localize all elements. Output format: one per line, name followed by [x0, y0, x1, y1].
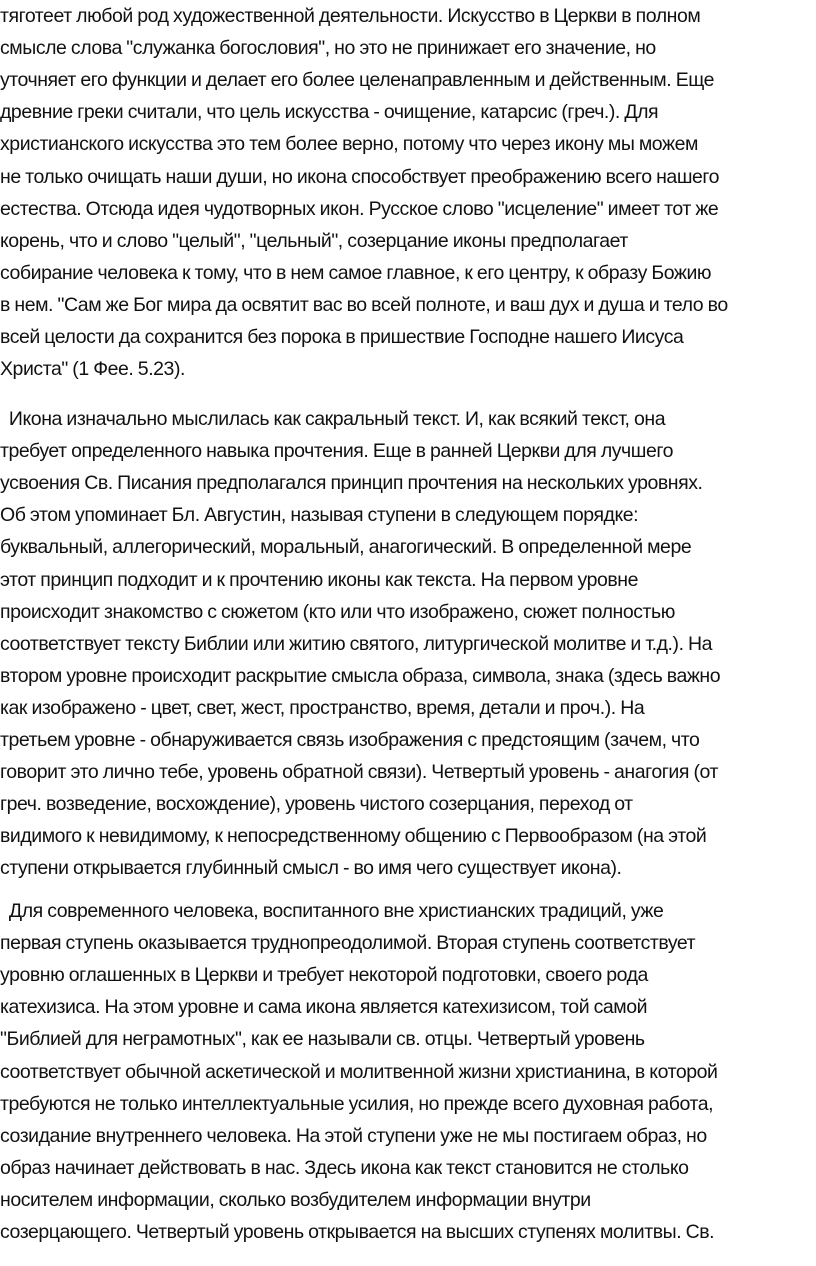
text-line: требует определенного навыка прочтения. Еще в ранней Церкви для лучшего	[0, 440, 673, 463]
text-line: уточняет его функции и делает его более целенаправленным и действенным. Еще	[0, 69, 715, 92]
text-line: образ начинает действовать в нас. Здесь икона как текст становится не столько	[0, 1156, 689, 1179]
text-line: втором уровне происходит раскрытие смысла образа, символа, знака (здесь важно	[0, 664, 721, 687]
text-line: требуются не только интеллектуальные усилия, но прежде всего духовная работа,	[0, 1092, 714, 1115]
text-line: созерцающего. Четвертый уровень открывается на высших ступенях молитвы. Св.	[0, 1221, 715, 1243]
text-line: говорит это лично тебе, уровень обратной связи). Четвертый уровень - анагогия (от	[0, 761, 718, 784]
text-line: греч. возведение, восхождение), уровень чистого созерцания, переход от	[0, 793, 633, 816]
text-line: тяготеет любой род художественной деятельности. Искусство в Церкви в полном	[0, 5, 701, 27]
text-line: видимого к невидимому, к непосредственному общению с Первообразом (на этой	[0, 825, 707, 848]
text-line: "Библией для неграмотных", как ее называли св. отцы. Четвертый уровень	[0, 1028, 645, 1051]
text-line: третьем уровне - обнаруживается связь изображения с предстоящим (зачем, что	[0, 729, 700, 751]
text-line: уровню оглашенных в Церкви и требует некоторой подготовки, своего рода	[0, 964, 648, 987]
text-line: христианского искусства это тем более верно, потому что через икону мы можем	[0, 133, 698, 156]
text-line: в нем. "Сам же Бог мира да освятит вас во всей полноте, и ваш дух и душа и тело во	[0, 293, 728, 316]
text-line: этот принцип подходит и к прочтению иконы как текста. На первом уровне	[0, 568, 639, 591]
text-line: Икона изначально мыслилась как сакральный текст. И, как всякий текст, она	[0, 408, 666, 430]
text-line: Христа" (1 Фее. 5.23).	[0, 358, 185, 381]
text-line: созидание внутреннего человека. На этой ступени уже не мы постигаем образ, но	[0, 1124, 707, 1147]
text-line: катехизиса. На этом уровне и сама икона является катехизисом, той самой	[0, 996, 648, 1019]
text-line: носителем информации, сколько возбудителем информации внутри	[0, 1188, 591, 1211]
text-line: соответствует тексту Библии или житию святого, литургической молитве и т.д.). На	[0, 632, 713, 655]
text-line: корень, что и слово "целый", "цельный", созерцание иконы предполагает	[0, 229, 628, 252]
text-line: не только очищать наши души, но икона способствует преображению всего нашего	[0, 165, 720, 188]
text-line: Об этом упоминает Бл. Августин, называя ступени в следующем порядке:	[0, 504, 639, 527]
text-line: усвоения Св. Писания предполагался принцип прочтения на нескольких уровнях.	[0, 472, 703, 495]
text-line: собирание человека к тому, что в нем самое главное, к его центру, к образу Божию	[0, 261, 712, 284]
text-line: естества. Отсюда идея чудотворных икон. Русское слово "исцеление" имеет тот же	[0, 197, 719, 220]
text-line: древние греки считали, что цель искусства - очищение, катарсис (греч.). Для	[0, 101, 659, 124]
text-line: буквальный, аллегорический, моральный, анагогический. В определенной мере	[0, 536, 692, 559]
text-line: происходит знакомство с сюжетом (кто или что изображено, сюжет полностью	[0, 600, 675, 623]
text-line: смысле слова "служанка богословия", но это не принижает его значение, но	[0, 37, 656, 60]
text-line: всей целости да сохранится без порока в пришествие Господне нашего Иисуса	[0, 326, 684, 348]
text-line: соответствует обычной аскетической и молитвенной жизни христианина, в которой	[0, 1060, 718, 1083]
text-line: Для современного человека, воспитанного вне христианских традиций, уже	[0, 900, 664, 922]
text-line: первая ступень оказывается труднопреодолимой. Вторая ступень соответствует	[0, 932, 696, 955]
text-line: ступени открывается глубинный смысл - во имя чего существует икона).	[0, 857, 622, 880]
text-line: как изображено - цвет, свет, жест, пространство, время, детали и проч.). На	[0, 696, 645, 719]
